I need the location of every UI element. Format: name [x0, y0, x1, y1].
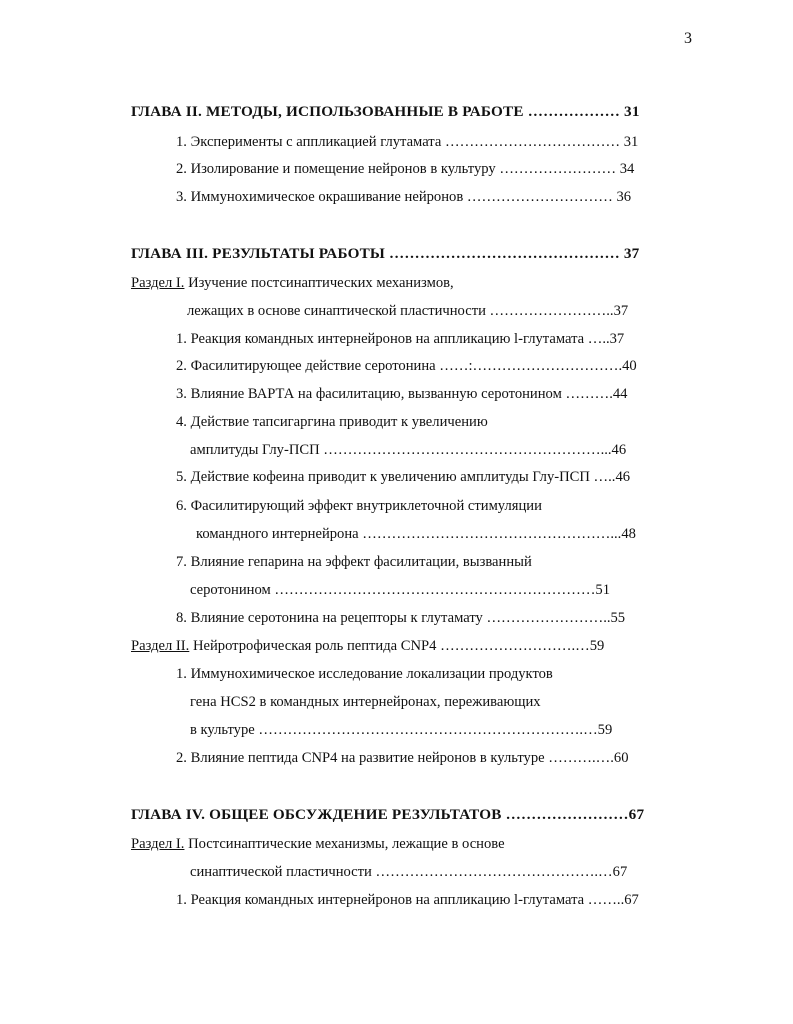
toc-chapter-2: ГЛАВА II. МЕТОДЫ, ИСПОЛЬЗОВАННЫЕ В РАБОТЕ ……………… 31	[131, 103, 640, 120]
toc-item: 1. Иммунохимическое исследование локализации продуктов	[176, 666, 553, 682]
toc-item: 1. Реакция командных интернейронов на аппликацию l-глутамата …..37	[176, 331, 625, 347]
toc-item: 7. Влияние гепарина на эффект фасилитации, вызванный	[176, 554, 532, 570]
toc-item-continuation: амплитуды Глу-ПСП …………………………………………………...46	[190, 442, 627, 458]
toc-item: 2. Влияние пептида CNP4 на развитие нейронов в культуре ……….….60	[176, 750, 629, 766]
section-label: Раздел I.	[131, 836, 185, 852]
section-title: Нейротрофическая роль пептида CNP4 ……………………….…59	[189, 638, 605, 654]
toc-item: 5. Действие кофеина приводит к увеличению амплитуды Глу-ПСП …..46	[176, 469, 631, 485]
toc-item-continuation: в культуре ………………………………………………………….…59	[190, 722, 613, 738]
toc-section-2	[131, 636, 604, 656]
toc-item: 3. Иммунохимическое окрашивание нейронов ………………………… 36	[176, 189, 632, 205]
section-title: Постсинаптические механизмы, лежащие в основе	[184, 836, 505, 852]
toc-item-continuation: лежащих в основе синаптической пластичности ……………………..37	[187, 303, 629, 319]
section-label: Раздел I.	[131, 275, 185, 291]
toc-item: 2. Изолирование и помещение нейронов в культуру …………………… 34	[176, 161, 635, 177]
toc-item: 1. Эксперименты с аппликацией глутамата ……………………………… 31	[176, 134, 639, 150]
toc-section-1-ch4	[131, 834, 505, 854]
toc-item-continuation: командного интернейрона ……………………………………………...48	[196, 526, 636, 542]
toc-item: 3. Влияние ВАРТА на фасилитацию, вызванную серотонином ……….44	[176, 386, 628, 402]
toc-item: 8. Влияние серотонина на рецепторы к глутамату ……………………..55	[176, 610, 626, 626]
toc-chapter-4: ГЛАВА IV. ОБЩЕЕ ОБСУЖДЕНИЕ РЕЗУЛЬТАТОВ ……………………67	[131, 806, 645, 823]
section-title: Изучение постсинаптических механизмов,	[184, 275, 454, 291]
toc-item: 1. Реакция командных интернейронов на аппликацию l-глутамата ……..67	[176, 892, 639, 908]
toc-item-continuation: серотонином …………………………………………………………51	[190, 582, 611, 598]
toc-item-continuation: синаптической пластичности ……………………………………….…67	[190, 864, 628, 880]
page-number: 3	[684, 30, 692, 47]
toc-item: 4. Действие тапсигаргина приводит к увеличению	[176, 414, 488, 430]
toc-item-continuation: гена HCS2 в командных интернейронах, переживающих	[190, 694, 541, 710]
toc-section-1	[131, 273, 454, 293]
toc-chapter-3: ГЛАВА III. РЕЗУЛЬТАТЫ РАБОТЫ ……………………………………… 37	[131, 245, 640, 262]
section-label: Раздел II.	[131, 638, 190, 654]
toc-item: 2. Фасилитирующее действие серотонина ……:………………………….40	[176, 358, 637, 374]
toc-item: 6. Фасилитирующий эффект внутриклеточной стимуляции	[176, 498, 542, 514]
